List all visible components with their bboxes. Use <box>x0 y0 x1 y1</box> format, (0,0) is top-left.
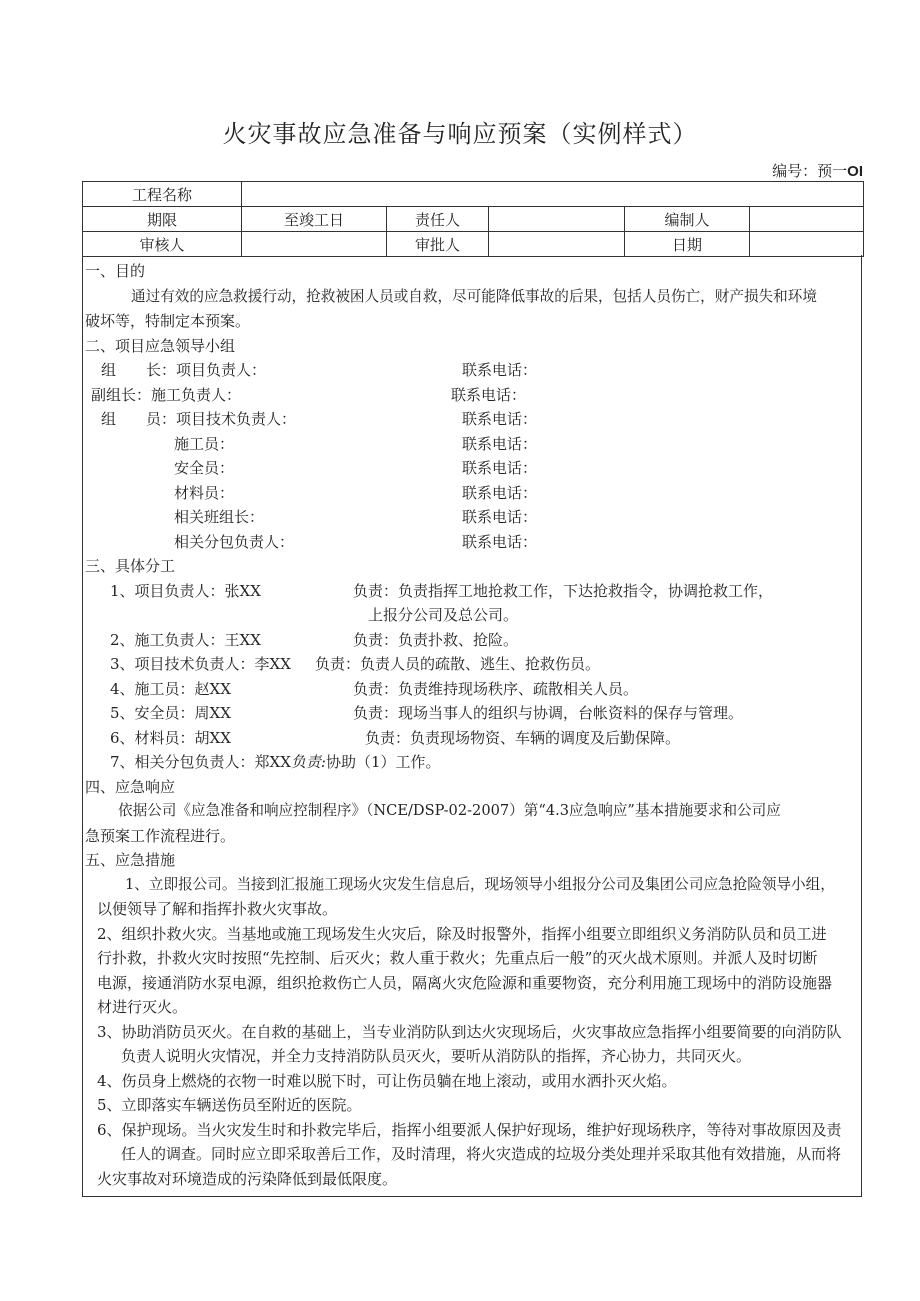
duty-person: 4、施工员：赵XX <box>110 680 231 698</box>
member-role: 组 员：项目技术负责人： <box>101 410 297 428</box>
duty-person: 2、施工负责人：王XX <box>110 631 261 649</box>
member-phone: 联系电话： <box>451 386 527 404</box>
table-row <box>83 232 864 257</box>
paragraph-line: 2、组织扑救火灾。当基地或施工现场发生火灾后，除及时报警外，指挥小组要立即组织义务消防队员和员工进 <box>97 925 827 943</box>
section-heading: 二、项目应急领导小组 <box>85 337 236 355</box>
member-phone: 联系电话： <box>462 410 538 428</box>
duty-person: 1、项目负责人：张XX <box>110 582 261 600</box>
preparer-label: 编制人 <box>625 207 750 232</box>
approver-label: 审批人 <box>387 232 489 257</box>
member-role: 副组长：施工负责人： <box>91 386 242 404</box>
member-phone: 联系电话： <box>462 533 538 551</box>
duty-person: 6、材料员：胡XX <box>110 729 231 747</box>
table-row <box>83 207 864 232</box>
paragraph-line: 以便领导了解和指挥扑救火灾事故。 <box>97 900 338 918</box>
member-role: 安全员： <box>174 459 235 477</box>
paragraph-line: 1、立即报公司。当接到汇报施工现场火灾发生信息后，现场领导小组报分公司及集团公司应急抢险领导小组， <box>125 876 835 893</box>
project-name-value <box>242 182 864 207</box>
member-role: 材料员： <box>174 484 235 502</box>
duty-description: 负责：负责指挥工地抢救工作，下达抢救指令，协调抢救工作， <box>353 582 774 600</box>
document-number <box>772 160 863 181</box>
plan-body <box>82 255 862 1197</box>
paragraph-line: 任人的调查。同时应立即采取善后工作，及时清理，将火灾造成的垃圾分类处理并采取其他有效措施，从而将 <box>121 1145 842 1163</box>
duty-description: 负责：负责人员的疏散、逃生、抢救伤员。 <box>315 655 601 673</box>
paragraph-line: 5、立即落实车辆送伤员至附近的医院。 <box>97 1096 362 1114</box>
section-heading: 五、应急措施 <box>85 851 176 869</box>
paragraph-line: 负责人说明火灾情况，并全力支持消防队员灭火，要听从消防队的指挥，齐心协力，共同灭火。 <box>121 1047 752 1065</box>
paragraph-line: 急预案工作流程进行。 <box>85 827 236 845</box>
responsible-label: 责任人 <box>387 207 489 232</box>
duty-italic-label: 负责: <box>290 753 326 771</box>
document-number-label: 编号：预一 <box>772 162 848 180</box>
responsible-value <box>489 207 625 232</box>
section-heading: 四、应急响应 <box>85 778 176 796</box>
preparer-value <box>750 207 864 232</box>
paragraph-line: 3、协助消防员灭火。在自救的基础上，当专业消防队到达火灾现场后，火灾事故应急指挥小组要简要的向消防队 <box>97 1023 842 1041</box>
document-number-value: OI <box>847 163 863 180</box>
member-phone: 联系电话： <box>462 508 538 526</box>
date-label: 日期 <box>625 232 750 257</box>
member-phone: 联系电话： <box>462 459 538 477</box>
duty-description: 负责：负责扑救、抢险。 <box>353 631 519 649</box>
member-role: 相关班组长： <box>174 508 265 526</box>
member-role: 相关分包负责人： <box>174 533 295 551</box>
project-name-label: 工程名称 <box>83 182 242 207</box>
member-role: 组 长：项目负责人： <box>101 361 267 379</box>
duty-description: 上报分公司及总公司。 <box>368 606 519 624</box>
duty-person: 5、安全员：周XX <box>110 704 231 722</box>
table-row <box>83 182 864 207</box>
paragraph-line: 6、保护现场。当火灾发生时和扑救完毕后，指挥小组要派人保护好现场，维护好现场秩序，等待对事故原因及责 <box>97 1121 842 1139</box>
duty-person: 7、相关分包负责人：郑XX <box>110 753 291 771</box>
section-heading: 一、目的 <box>85 262 146 280</box>
reviewer-label: 审核人 <box>83 232 242 257</box>
member-role: 施工员： <box>174 435 235 453</box>
paragraph-line: 电源，接通消防水泵电源，组织抢救伤亡人员，隔离火灾危险源和重要物资，充分利用施工现场中的消防设施器 <box>97 974 833 992</box>
duty-description: 负责：负责维持现场秩序、疏散相关人员。 <box>353 680 639 698</box>
duty-description: 负责：现场当事人的组织与协调，台帐资料的保存与管理。 <box>353 704 744 722</box>
header-table <box>82 181 864 257</box>
paragraph-line: 破坏等，特制定本预案。 <box>85 312 251 330</box>
section-heading: 三、具体分工 <box>85 557 176 575</box>
paragraph-line: 行扑救，扑救火灾时按照“先控制、后灭火；救人重于救火；先重点后一般”的灭火战术原则。并派人及时切断 <box>97 949 818 967</box>
member-phone: 联系电话： <box>462 484 538 502</box>
date-value <box>750 232 864 257</box>
period-value: 至竣工日 <box>242 207 387 232</box>
member-phone: 联系电话： <box>462 361 538 379</box>
approver-value <box>489 232 625 257</box>
paragraph-line: 通过有效的应急救援行动，抢救被困人员或自救，尽可能降低事故的后果，包括人员伤亡，财产损失和环境 <box>131 288 817 305</box>
page-title: 火灾事故应急准备与响应预案（实例样式） <box>222 120 698 148</box>
paragraph-line: 依据公司《应急准备和响应控制程序》（NCE/DSP-02-2007）第“4.3应急响应”基本措施要求和公司应 <box>118 802 781 819</box>
paragraph-line: 材进行灭火。 <box>97 998 188 1016</box>
reviewer-value <box>242 232 387 257</box>
duty-person: 3、项目技术负责人：李XX <box>110 655 291 673</box>
duty-description: 负责：负责现场物资、车辆的调度及后勤保障。 <box>365 729 681 747</box>
paragraph-line: 4、伤员身上燃烧的衣物一时难以脱下时，可让伤员躺在地上滚动，或用水洒扑灭火焰。 <box>97 1072 677 1090</box>
member-phone: 联系电话： <box>462 435 538 453</box>
duty-description: 协助（1）工作。 <box>325 753 441 771</box>
paragraph-line: 火灾事故对环境造成的污染降低到最低限度。 <box>97 1170 398 1188</box>
duty-item <box>110 752 441 772</box>
period-label: 期限 <box>83 207 242 232</box>
